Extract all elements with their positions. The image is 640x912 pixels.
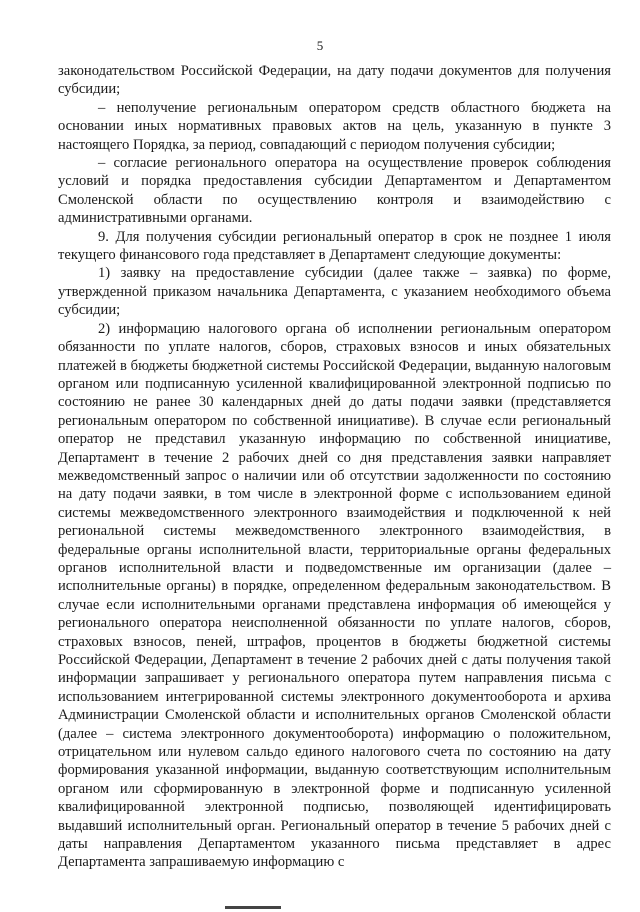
document-body	[58, 62, 611, 872]
page-number: 5	[316, 38, 324, 53]
paragraph-item-9: 9. Для получения субсидии региональный оператор в срок не позднее 1 июля текущего финансового года представляет в Департамент следующие документы:	[58, 228, 611, 264]
paragraph-subitem-2: 2) информацию налогового органа об исполнении региональным оператором обязанности по уплате налогов, сборов, страховых взносов и иных обязательных платежей в бюджеты бюджетной системы Российской Федерации, выданную налоговым органом или подписанную усиленной квалифицированной электронной подписью по состоянию не ранее 30 календарных дней до даты подачи заявки (представляется региональным оператором по собственной инициативе). В случае если региональный оператор не представил указанную информацию по собственной инициативе, Департамент в течение 2 рабочих дней со дня представления заявки направляет межведомственный запрос о наличии или об отсутствии задолженности по состоянию на дату подачи заявки, в том числе в электронной форме с использованием единой системы межведомственного электронного взаимодействия и подключенной к ней региональной системы межведомственного электронного взаимодействия, в федеральные органы исполнительной власти, территориальные органы федеральных органов исполнительной власти и подведомственные им организации (далее – исполнительные органы) в порядке, определенном федеральным законодательством. В случае если исполнительными органами представлена информация об имеющейся у регионального оператора неисполненной обязанности по уплате налогов, сборов, страховых взносов, пеней, штрафов, процентов в бюджеты бюджетной системы Российской Федерации, Департамент в течение 2 рабочих дней с даты получения такой информации запрашивает у регионального оператора путем направления письма с использованием интегрированной системы электронного документооборота и архива Администрации Смоленской области и исполнительных органов Смоленской области (далее – система электронного документооборота) информацию о положительном, отрицательном или нулевом сальдо единого налогового счета по состоянию на дату формирования указанной информации, выданную соответствующим исполнительным органом или сформированную в электронной форме и подписанную усиленной квалифицированной электронной подписью, позволяющей идентифицировать выдавший исполнительный орган. Региональный оператор в течение 5 рабочих дней с даты направления Департаментом указанного письма представляет в адрес Департамента запрашиваемую информацию с	[58, 320, 611, 871]
paragraph-consent-condition: – согласие регионального оператора на осуществление проверок соблюдения условий и порядка предоставления субсидии Департаментом и Департаментом Смоленской области по осуществлению контроля и взаимодействию с административными органами.	[58, 155, 611, 227]
paragraph-continuation: законодательством Российской Федерации, на дату подачи документов для получения субсидии;	[58, 63, 611, 98]
paragraph-subitem-1: 1) заявку на предоставление субсидии (далее также – заявка) по форме, утвержденной приказом начальника Департамента, с указанием необходимого объема субсидии;	[58, 265, 611, 319]
scan-artifact-mark	[225, 906, 281, 909]
paragraph-non-receipt-condition: – неполучение региональным оператором средств областного бюджета на основании иных нормативных правовых актов на цель, указанную в пункте 3 настоящего Порядка, за период, совпадающий с периодом получения субсидии;	[58, 99, 611, 153]
